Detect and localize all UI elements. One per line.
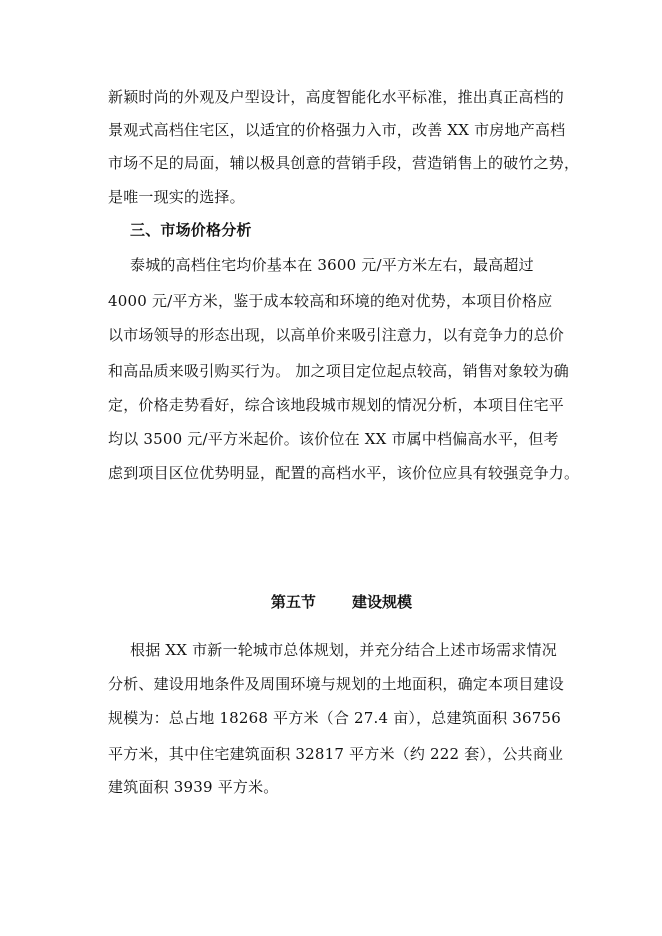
paragraph-line: 以市场领导的形态出现，以高单价来吸引注意力，以有竞争力的总价 bbox=[108, 326, 565, 344]
paragraph-line: 景观式高档住宅区，以适宜的价格强力入市，改善 XX 市房地产高档 bbox=[108, 121, 566, 139]
paragraph-line: 建筑面积 3939 平方米。 bbox=[108, 778, 279, 796]
paragraph-line: 4000 元/平方米，鉴于成本较高和环境的绝对优势，本项目价格应 bbox=[108, 292, 553, 310]
paragraph-line: 定，价格走势看好，综合该地段城市规划的情况分析，本项目住宅平 bbox=[108, 396, 565, 414]
section-number: 第五节 bbox=[270, 593, 316, 611]
paragraph-line: 是唯一现实的选择。 bbox=[108, 188, 245, 206]
paragraph-line: 泰城的高档住宅均价基本在 3600 元/平方米左右，最高超过 bbox=[130, 256, 534, 274]
section-title: 建设规模 bbox=[351, 593, 412, 611]
paragraph-line: 新颖时尚的外观及户型设计，高度智能化水平标准，推出真正高档的 bbox=[108, 88, 565, 106]
paragraph-line: 虑到项目区位优势明显，配置的高档水平，该价位应具有较强竞争力。 bbox=[108, 464, 580, 482]
subheading-market-price: 三、市场价格分析 bbox=[130, 221, 252, 239]
paragraph-line: 市场不足的局面，辅以极具创意的营销手段，营造销售上的破竹之势， bbox=[108, 154, 580, 172]
section-heading bbox=[0, 572, 662, 632]
paragraph-line: 和高品质来吸引购买行为。 加之项目定位起点较高，销售对象较为确 bbox=[108, 362, 569, 380]
paragraph-line: 分析、建设用地条件及周围环境与规划的土地面积，确定本项目建设 bbox=[108, 675, 565, 693]
paragraph-line: 规模为：总占地 18268 平方米（合 27.4 亩），总建筑面积 36756 bbox=[108, 709, 561, 727]
paragraph-line: 均以 3500 元/平方米起价。该价位在 XX 市属中档偏高水平，但考 bbox=[108, 430, 559, 448]
paragraph-line: 根据 XX 市新一轮城市总体规划，并充分结合上述市场需求情况 bbox=[130, 641, 557, 659]
paragraph-line: 平方米，其中住宅建筑面积 32817 平方米（约 222 套），公共商业 bbox=[108, 745, 564, 763]
